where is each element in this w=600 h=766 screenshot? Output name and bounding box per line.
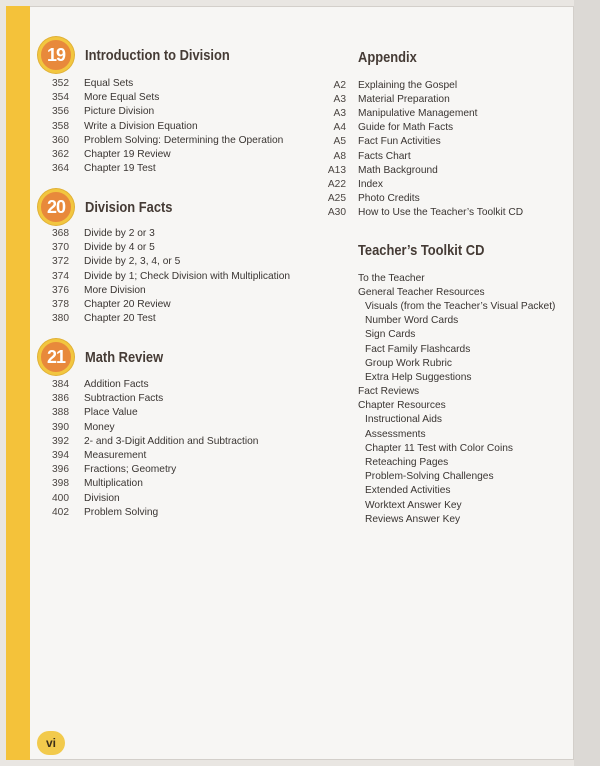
toc-entry[interactable] <box>52 435 258 449</box>
toc-entry[interactable] <box>52 120 283 134</box>
toc-entry[interactable] <box>52 148 283 162</box>
toc-entry-label: 2- and 3-Digit Addition and Subtraction <box>84 435 259 447</box>
toc-entry-label: More Division <box>84 284 146 296</box>
appendix-page-number: A3 <box>333 107 346 119</box>
toc-entry[interactable] <box>52 477 258 491</box>
toolkit-item[interactable]: Chapter Resources <box>358 400 446 412</box>
toc-entry[interactable] <box>52 378 258 392</box>
appendix-entry-label: Explaining the Gospel <box>358 79 458 91</box>
chapter-21-entries <box>52 378 258 520</box>
appendix-entry-label: Fact Fun Activities <box>358 136 441 148</box>
appendix-page-number: A4 <box>333 122 346 134</box>
toc-entry-label: Divide by 4 or 5 <box>84 242 155 254</box>
toc-entry-label: Divide by 1; Check Division with Multiplication <box>84 270 291 282</box>
toc-entry[interactable] <box>52 162 283 176</box>
toc-page-number: 398 <box>52 478 69 490</box>
toolkit-title: Teacher’s Toolkit CD <box>358 242 485 259</box>
toc-page-number: 370 <box>52 242 69 254</box>
toolkit-subitem[interactable]: Instructional Aids <box>365 414 443 426</box>
toc-entry-label: Problem Solving <box>84 506 159 518</box>
yellow-margin-stripe <box>6 6 30 760</box>
appendix-entry[interactable] <box>300 177 523 191</box>
toc-entry[interactable] <box>52 492 258 506</box>
toc-entry-label: Money <box>84 421 115 433</box>
chapter-20-entries <box>52 227 290 326</box>
toc-entry-label: Picture Division <box>84 106 155 118</box>
toolkit-subitem[interactable]: Problem-Solving Challenges <box>365 471 494 483</box>
appendix-page-number: A5 <box>333 136 346 148</box>
appendix-page-number: A3 <box>333 93 346 105</box>
toc-entry-label: Problem Solving: Determining the Operation <box>84 134 284 146</box>
chapter-title: Math Review <box>85 348 164 366</box>
appendix-entry[interactable] <box>300 192 523 206</box>
appendix-entry-label: Guide for Math Facts <box>358 122 454 134</box>
toc-entry-label: Chapter 20 Test <box>84 313 156 325</box>
toc-entry-label: Measurement <box>84 449 147 461</box>
appendix-entry-label: Manipulative Management <box>358 107 478 119</box>
toolkit-subitem[interactable]: Visuals (from the Teacher’s Visual Packet) <box>365 300 556 312</box>
toolkit-item[interactable]: Fact Reviews <box>358 386 420 398</box>
appendix-entry[interactable] <box>300 135 523 149</box>
chapter-19-entries <box>52 77 283 176</box>
toc-page-number: 378 <box>52 298 69 310</box>
toc-page-number: 374 <box>52 270 69 282</box>
toc-entry[interactable] <box>52 105 283 119</box>
appendix-entries <box>300 78 523 220</box>
toc-entry[interactable] <box>52 284 290 298</box>
toc-entry-label: Equal Sets <box>84 78 134 89</box>
chapter-21-heading <box>38 339 176 375</box>
appendix-entry-label: Math Background <box>358 164 438 176</box>
appendix-page-number: A22 <box>327 178 346 190</box>
appendix-page-number: A13 <box>327 164 346 176</box>
toc-page-number: 380 <box>52 313 69 325</box>
toc-entry-label: Divide by 2, 3, 4, or 5 <box>84 256 181 268</box>
appendix-entry[interactable] <box>300 121 523 135</box>
toc-entry-label: Multiplication <box>84 478 143 490</box>
toolkit-subitem[interactable]: Worktext Answer Key <box>365 499 462 511</box>
appendix-entry-label: Facts Chart <box>358 150 411 162</box>
appendix-entry[interactable] <box>300 78 523 92</box>
toc-page-number: 360 <box>52 134 69 146</box>
toc-entry[interactable] <box>52 406 258 420</box>
toc-page-number: 390 <box>52 421 69 433</box>
page-number-badge: vi <box>37 731 65 755</box>
chapter-number-badge: 19 <box>38 37 74 73</box>
toolkit-subitem[interactable]: Chapter 11 Test with Color Coins <box>365 442 513 454</box>
toolkit-item[interactable]: General Teacher Resources <box>358 286 485 298</box>
toolkit-subitem[interactable]: Group Work Rubric <box>365 357 452 369</box>
toc-page-number: 400 <box>52 492 69 504</box>
toc-entry-label: Fractions; Geometry <box>84 464 177 476</box>
toc-entry[interactable] <box>52 91 283 105</box>
toc-entry-label: Addition Facts <box>84 379 149 390</box>
toc-entry-label: Subtraction Facts <box>84 393 164 405</box>
toc-page-number: 392 <box>52 435 69 447</box>
chapter-number-badge: 20 <box>38 189 74 225</box>
appendix-entry-label: How to Use the Teacher’s Toolkit CD <box>358 207 524 219</box>
chapter-title: Introduction to Division <box>85 46 230 64</box>
toolkit-item[interactable]: To the Teacher <box>358 272 425 284</box>
appendix-entry-label: Material Preparation <box>358 93 450 105</box>
toolkit-subitem[interactable]: Assessments <box>365 428 426 440</box>
toc-page-number: 362 <box>52 148 69 160</box>
toc-entry[interactable] <box>52 312 290 326</box>
toolkit-items <box>358 271 555 526</box>
toc-page-number: 388 <box>52 407 69 419</box>
toc-entry[interactable] <box>52 241 290 255</box>
toc-page-number: 384 <box>52 379 69 390</box>
appendix-page-number: A30 <box>327 207 346 219</box>
toc-page-number: 368 <box>52 228 69 239</box>
toolkit-subitem[interactable]: Extra Help Suggestions <box>365 371 472 383</box>
toc-page-number: 352 <box>52 78 69 89</box>
chapter-19-heading <box>38 37 253 73</box>
toc-page-number: 356 <box>52 106 69 118</box>
appendix-entry-label: Photo Credits <box>358 193 420 205</box>
page-edge-shadow <box>574 0 600 766</box>
toc-page-number: 372 <box>52 256 69 268</box>
toolkit-subitem[interactable]: Fact Family Flashcards <box>365 343 471 355</box>
toc-entry[interactable] <box>52 463 258 477</box>
toc-entry[interactable] <box>52 77 283 91</box>
toc-page-number: 376 <box>52 284 69 296</box>
toc-entry-label: Divide by 2 or 3 <box>84 228 155 239</box>
appendix-title: Appendix <box>358 49 417 66</box>
toc-entry[interactable] <box>52 227 290 241</box>
toc-entry[interactable] <box>52 392 258 406</box>
toc-entry[interactable] <box>52 421 258 435</box>
toc-page-number: 364 <box>52 163 69 175</box>
toc-entry-label: Write a Division Equation <box>84 120 198 132</box>
toc-page-number: 402 <box>52 506 69 518</box>
appendix-entry[interactable] <box>300 206 523 220</box>
appendix-entry[interactable] <box>300 163 523 177</box>
appendix-entry[interactable] <box>300 92 523 106</box>
toc-entry[interactable] <box>52 506 258 520</box>
appendix-page-number: A25 <box>327 193 346 205</box>
toolkit-subitem[interactable]: Number Word Cards <box>365 315 459 327</box>
toc-entry[interactable] <box>52 298 290 312</box>
appendix-entry[interactable] <box>300 149 523 163</box>
appendix-page-number: A8 <box>333 150 346 162</box>
toc-page-number: 354 <box>52 92 69 104</box>
toolkit-subitem[interactable]: Reteaching Pages <box>365 457 449 469</box>
toc-page-number: 396 <box>52 464 69 476</box>
toc-entry-label: More Equal Sets <box>84 92 160 104</box>
toc-page-number: 386 <box>52 393 69 405</box>
toc-entry-label: Chapter 20 Review <box>84 298 171 310</box>
toc-entry[interactable] <box>52 449 258 463</box>
chapter-number-badge: 21 <box>38 339 74 375</box>
toc-entry[interactable] <box>52 255 290 269</box>
toolkit-subitem[interactable]: Extended Activities <box>365 485 451 497</box>
chapter-title: Division Facts <box>85 198 173 216</box>
toc-entry-label: Chapter 19 Review <box>84 148 171 160</box>
toc-entry[interactable] <box>52 270 290 284</box>
appendix-page-number: A2 <box>333 79 346 91</box>
chapter-20-heading <box>38 189 187 225</box>
toc-entry[interactable] <box>52 134 283 148</box>
toc-page-number: 394 <box>52 449 69 461</box>
toc-entry-label: Chapter 19 Test <box>84 163 156 175</box>
appendix-entry[interactable] <box>300 106 523 120</box>
toolkit-subitem[interactable]: Sign Cards <box>365 329 416 341</box>
appendix-entry-label: Index <box>358 178 383 190</box>
toc-page-number: 358 <box>52 120 69 132</box>
toolkit-subitem[interactable]: Reviews Answer Key <box>365 513 461 525</box>
toc-entry-label: Place Value <box>84 407 138 419</box>
toc-entry-label: Division <box>84 492 120 504</box>
